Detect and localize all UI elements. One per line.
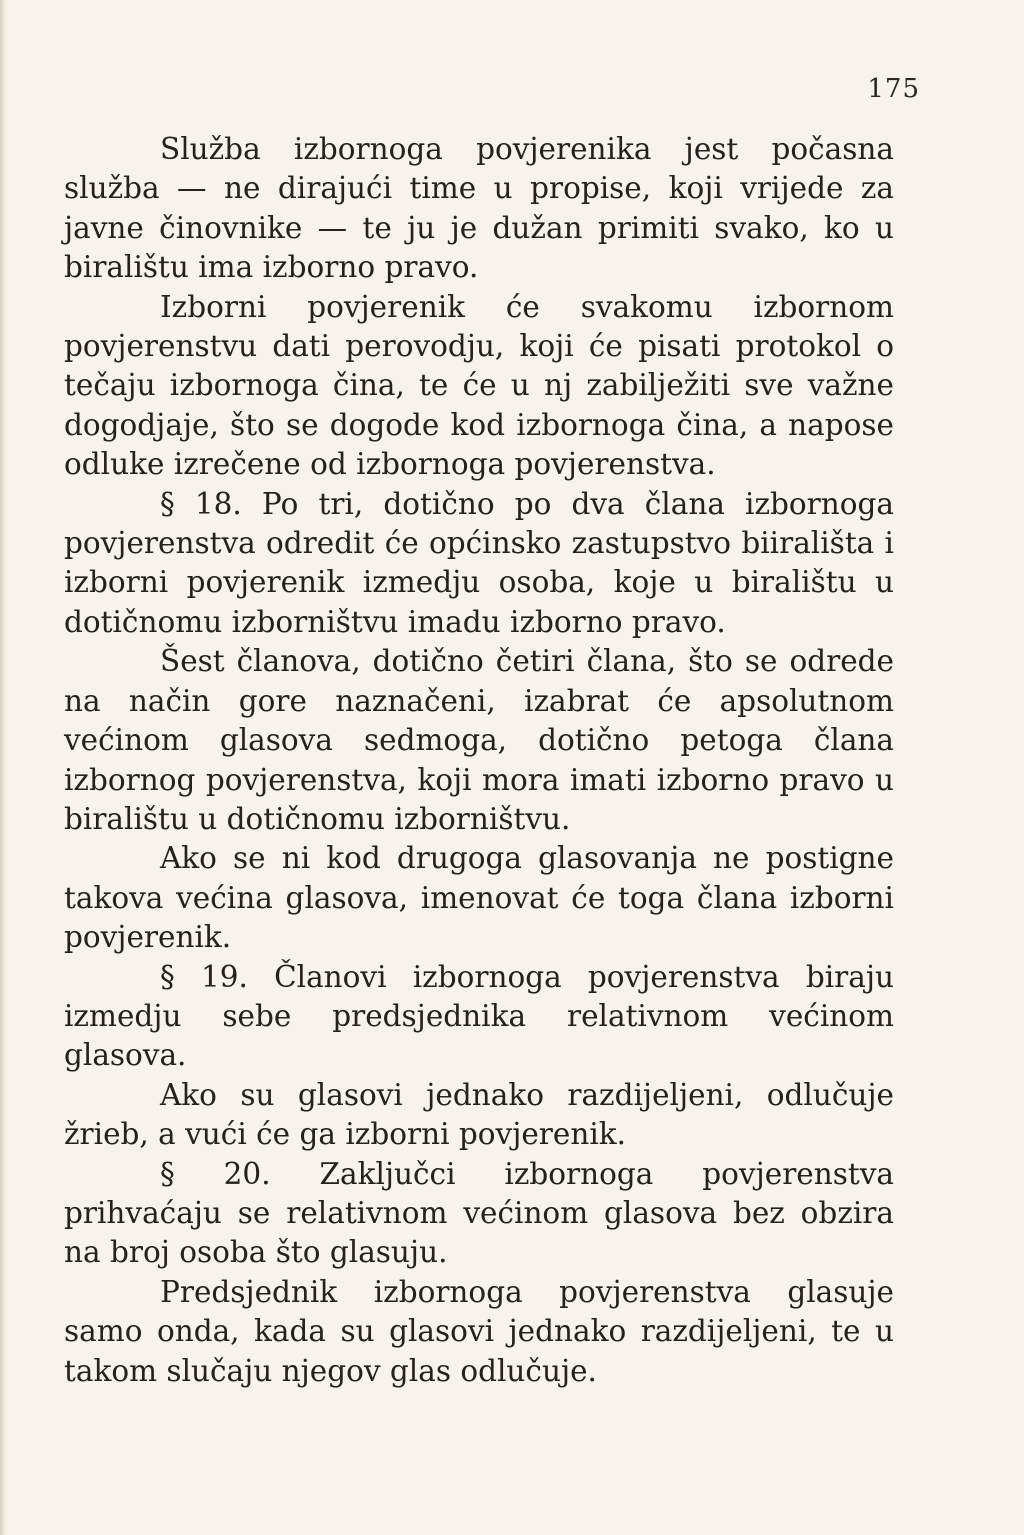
paragraph: Predsjednik izbornoga povjerenstva glasuje samo onda, kada su glasovi jednako razdijeljeni, te u takom slučaju njegov glas odlučuje. (64, 1274, 894, 1388)
paragraph: Ako su glasovi jednako razdijeljeni, odlučuje žrieb, a vući će ga izborni povjerenik. (64, 1077, 894, 1152)
paragraph: Ako se ni kod drugoga glasovanja ne postigne takova većina glasova, imenovat će toga člana izborni povjerenik. (64, 841, 894, 955)
page-number: 175 (867, 74, 920, 104)
body-text (64, 130, 894, 1391)
paragraph: Izborni povjerenik će svakomu izbornom povjerenstvu dati perovodju, koji će pisati protokol o tečaju izbornoga čina, te će u nj zabilježiti sve važne dogodjaje, što se dogode kod izbornoga čina, a napose odluke izrečene od izbornoga povjerenstva. (64, 289, 894, 482)
paragraph: Šest članova, dotično četiri člana, što se odrede na način gore naznačeni, izabrat će apsolutnom većinom glasova sedmoga, dotično petoga člana izbornog povjerenstva, koji mora imati izborno pravo u biralištu u dotičnomu izborništvu. (64, 644, 894, 836)
section-paragraph: § 19. Članovi izbornoga povjerenstva biraju izmedju sebe predsjednika relativnom većinom glasova. (64, 959, 894, 1073)
section-paragraph: § 20. Zaključci izbornoga povjerenstva prihvaćaju se relativnom većinom glasova bez obzira na broj osoba što glasuju. (64, 1156, 894, 1270)
section-paragraph: § 18. Po tri, dotično po dva člana izbornoga povjerenstva odredit će općinsko zastupstvo biirališta i izborni povjerenik izmedju osoba, koje u biralištu u dotičnomu izborništvu imadu izborno pravo. (64, 486, 894, 639)
paragraph: Služba izbornoga povjerenika jest počasna služba — ne dirajući time u propise, koji vrijede za javne činovnike — te ju je dužan primiti svako, ko u biralištu ima izborno pravo. (64, 132, 894, 285)
